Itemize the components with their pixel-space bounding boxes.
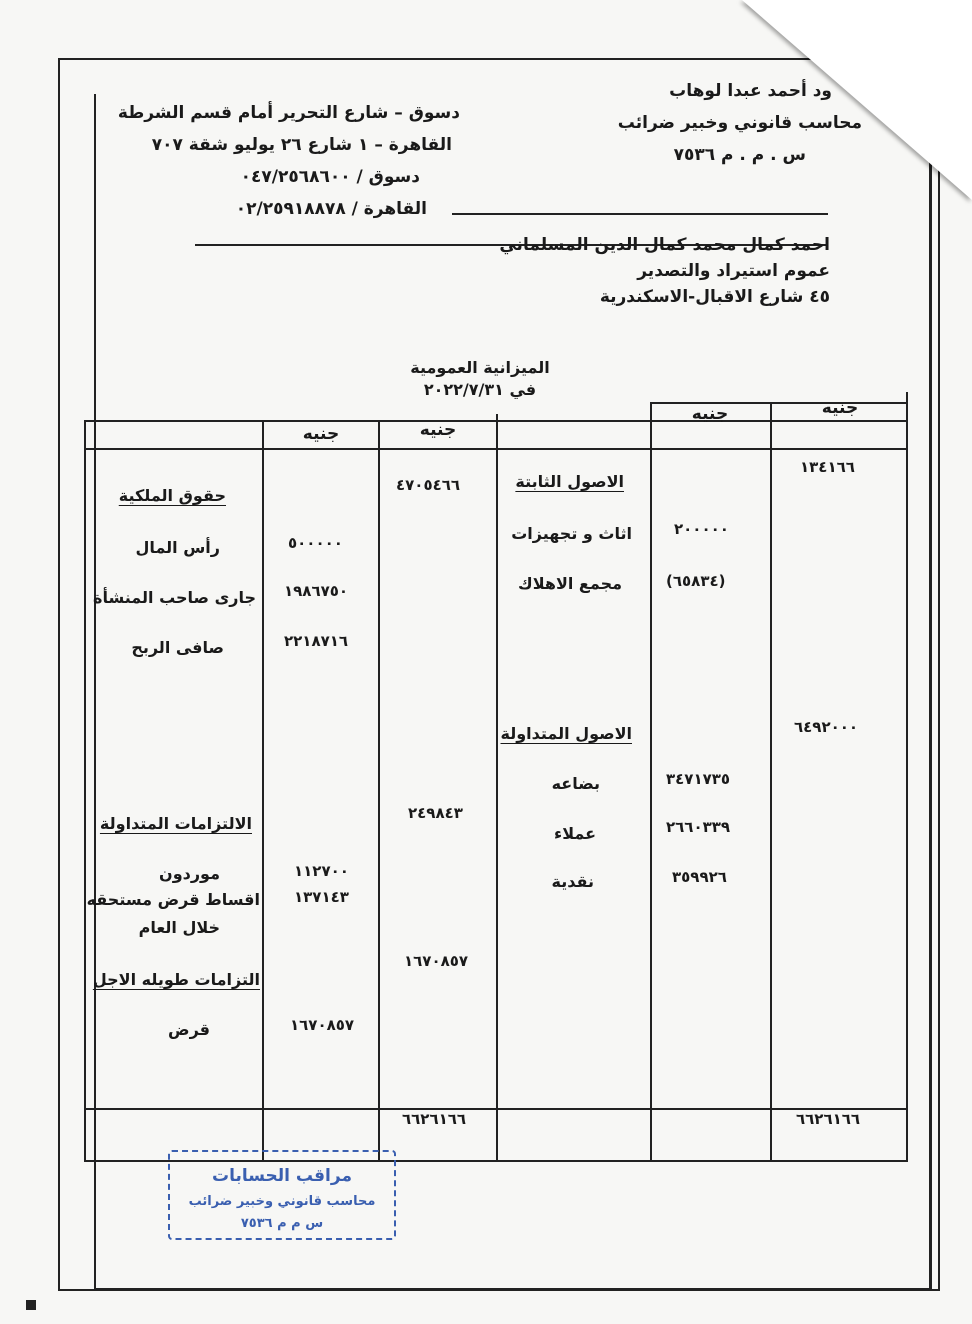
loan-label: قرض — [168, 1020, 210, 1039]
net-profit-label: صافى الربح — [131, 638, 224, 657]
depreciation-value: (٦٥٨٣٤) — [666, 572, 726, 590]
table-totals-border — [84, 1108, 908, 1110]
table-left-border — [84, 420, 86, 1160]
col-divider-2 — [378, 420, 380, 1160]
accountant-reg: س . م . م ٧٥٣٦ — [673, 145, 806, 165]
equity-heading: حقوق الملكية — [118, 486, 226, 505]
office-phone-1: دسوق / ٠٤٧/٢٥٦٨٦٠٠ — [240, 167, 420, 187]
col-divider-4 — [650, 402, 652, 1160]
owner-account-value: ١٩٨٦٧٥٠ — [284, 582, 349, 600]
current-liab-heading: الالتزامات المتداولة — [99, 814, 252, 833]
longterm-liab-total: ١٦٧٠٨٥٧ — [404, 952, 469, 970]
goods-value: ٣٤٧١٧٣٥ — [666, 770, 731, 788]
loan-value: ١٦٧٠٨٥٧ — [290, 1016, 355, 1034]
table-right-border — [906, 392, 908, 1162]
equity-total: ٤٧٠٥٤٦٦ — [396, 476, 461, 494]
capital-label: رأس المال — [135, 538, 220, 557]
cash-value: ٣٥٩٩٢٦ — [672, 868, 727, 886]
document-title: الميزانية العمومية — [410, 358, 550, 377]
office-phone-2: القاهرة / ٠٢/٢٥٩١٨٨٧٨ — [235, 199, 427, 219]
assets-grand-total: ٦٦٢٦١٦٦ — [796, 1110, 861, 1128]
capital-value: ٥٠٠٠٠٠ — [288, 534, 343, 552]
installments-label-2: خلال العام — [138, 918, 220, 937]
col-divider-5 — [770, 402, 772, 1160]
current-liab-total: ٢٤٩٨٤٣ — [408, 804, 463, 822]
owner-account-label: جارى صاحب المنشأة — [93, 588, 256, 607]
office-address-1: دسوق – شارع التحرير أمام قسم الشرطة — [117, 103, 460, 123]
fixed-assets-heading: الاصول الثابتة — [515, 472, 624, 491]
furniture-value: ٢٠٠٠٠٠ — [674, 520, 729, 538]
header-rule-short — [452, 213, 828, 215]
accountant-title: محاسب قانوني وخبير ضرائب — [617, 113, 862, 133]
stamp-line-2: محاسب قانوني وخبير ضرائب — [188, 1194, 376, 1209]
clients-value: ٢٦٦٠٣٣٩ — [666, 818, 731, 836]
suppliers-value: ١١٢٧٠٠ — [294, 862, 349, 880]
corner-mark — [26, 1300, 36, 1310]
stamp-line-3: س م م ٧٥٣٦ — [240, 1216, 324, 1231]
furniture-label: اثاث و تجهيزات — [511, 524, 632, 543]
col-head-liab-detail: جنيه — [302, 424, 340, 444]
client-name: احمد كمال محمد كمال الدين المسلماني — [499, 235, 830, 255]
stamp-line-1: مراقب الحسابات — [212, 1166, 352, 1186]
col-head-assets-detail: جنيه — [691, 404, 729, 424]
cash-label: نقدية — [551, 872, 594, 891]
goods-label: بضاعه — [551, 774, 600, 793]
depreciation-label: مجمع الاهلاك — [518, 574, 622, 593]
installments-value: ١٣٧١٤٣ — [294, 888, 349, 906]
accountant-name: ود أحمد عبدا لوهاب — [669, 81, 832, 101]
current-assets-heading: الاصول المتداولة — [500, 724, 632, 743]
col-head-assets-total: جنيه — [821, 398, 859, 418]
current-assets-total: ٦٤٩٢٠٠٠ — [794, 718, 859, 736]
installments-label: اقساط قرض مستحقه — [86, 890, 260, 909]
office-address-2: القاهرة – ١ شارع ٢٦ يوليو شقة ٧٠٧ — [151, 135, 452, 155]
col-divider-1 — [262, 420, 264, 1160]
fixed-assets-total: ١٣٤١٦٦ — [800, 458, 855, 476]
document-date: في ٢٠٢٢/٧/٣١ — [423, 380, 537, 399]
net-profit-value: ٢٢١٨٧١٦ — [284, 632, 349, 650]
suppliers-label: موردون — [159, 864, 220, 883]
longterm-liab-heading: التزامات طويله الاجل — [92, 970, 260, 989]
client-address: ٤٥ شارع الاقبال-الاسكندرية — [599, 287, 830, 307]
client-activity: عموم استيراد والتصدير — [637, 261, 830, 281]
auditor-stamp — [168, 1150, 396, 1240]
liabilities-grand-total: ٦٦٢٦١٦٦ — [402, 1110, 467, 1128]
col-head-liab-total: جنيه — [419, 420, 457, 440]
col-divider-3 — [496, 414, 498, 1160]
clients-label: عملاء — [554, 824, 596, 843]
